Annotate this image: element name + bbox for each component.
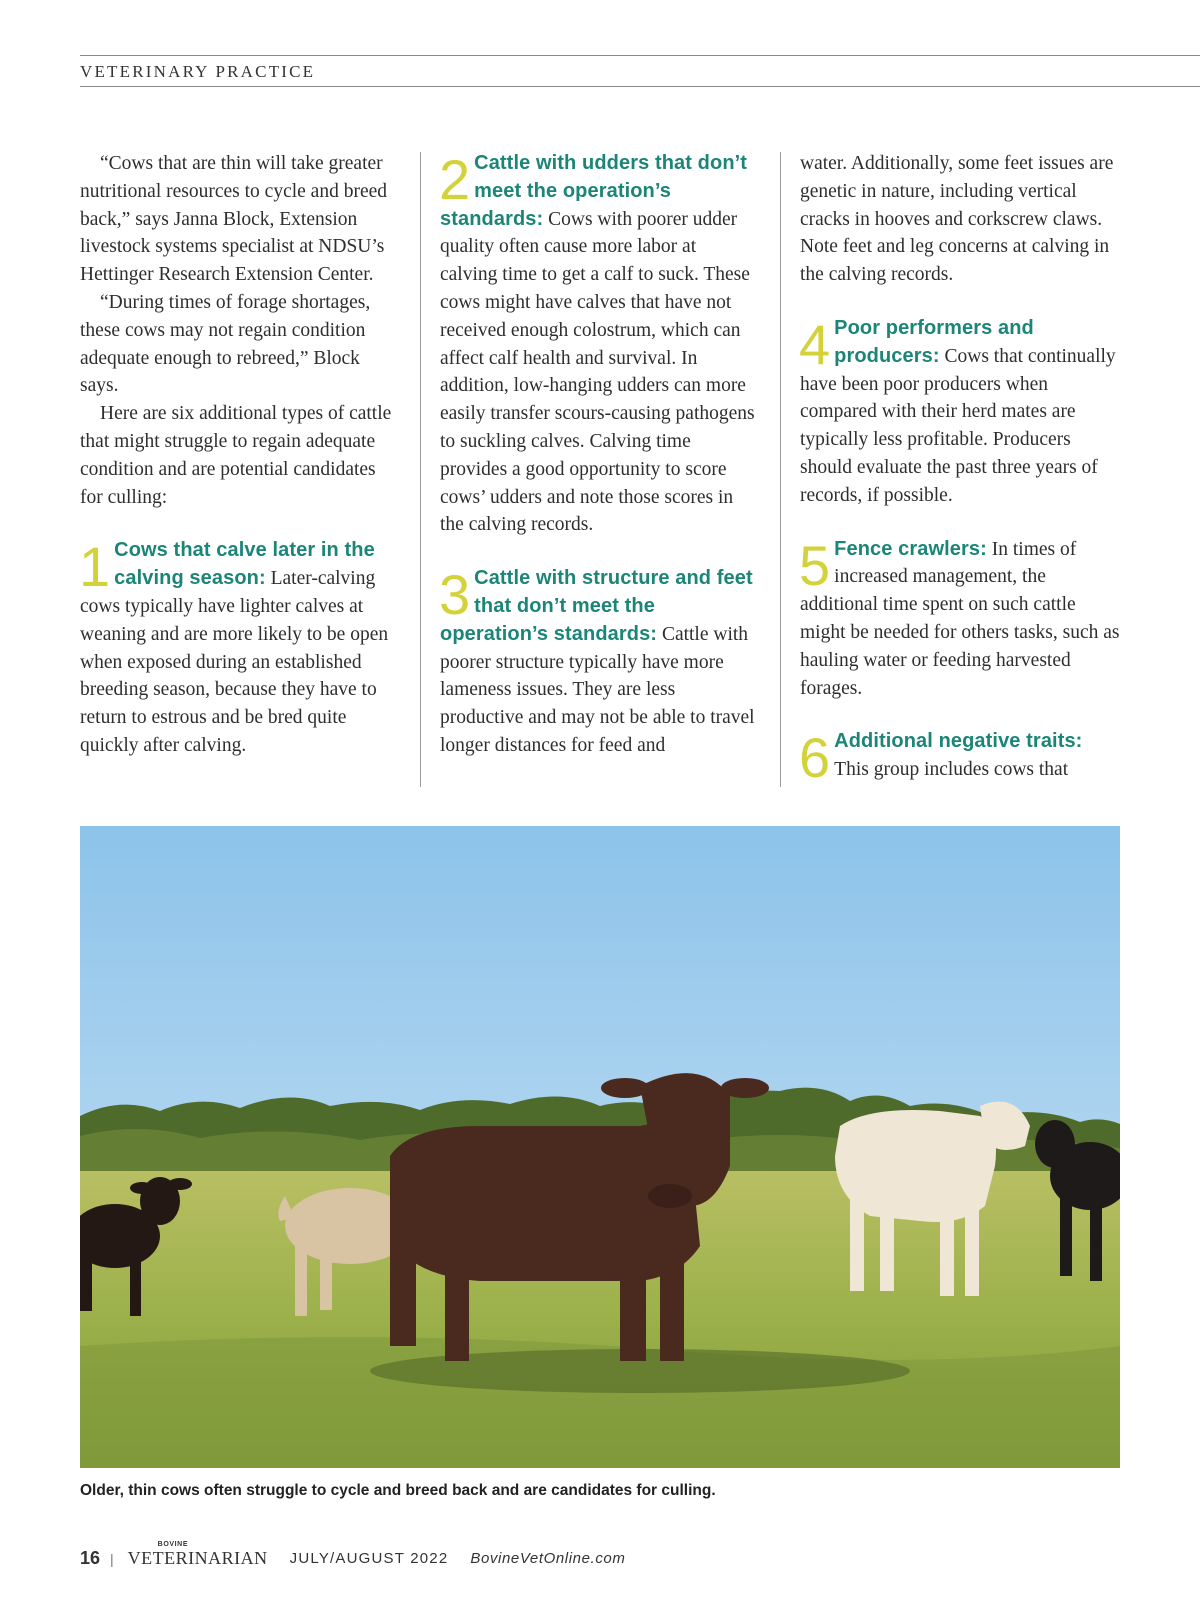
section-label: VETERINARY PRACTICE xyxy=(80,62,316,81)
list-item-5 xyxy=(799,533,1120,703)
item-body: Cows that continually have been poor producers when compared with their herd mates are typically less profitable. Producers should evaluate the past three years of records, if possible. xyxy=(800,345,1116,506)
logo-main-text: VETERINARIAN xyxy=(127,1548,268,1568)
list-item-6 xyxy=(799,726,1120,790)
paragraph: “Cows that are thin will take greater nutritional resources to cycle and breed back,” says Janna Block, Extension livestock systems specialist at NDSU’s Hettinger Research Extension Center. xyxy=(80,153,388,286)
item-number: 2 xyxy=(439,148,471,211)
item-body: Later-calving cows typically have lighter calves at weaning and are more likely to be open when exposed during an established breeding season, because they have to return to estrous and be bred quite quickly after calving. xyxy=(80,568,389,756)
item-number: 1 xyxy=(79,535,111,599)
website-link[interactable]: BovineVetOnline.com xyxy=(470,1550,626,1567)
item-number: 3 xyxy=(439,563,471,627)
header-rule-bottom xyxy=(80,86,1200,87)
list-item-2 xyxy=(440,150,758,539)
article-column-3 xyxy=(799,150,1120,790)
item-number: 5 xyxy=(799,533,831,597)
item-body: In times of increased management, the additional time spent on such cattle might be needed for others tasks, such as hauling water or feeding harvested forages. xyxy=(800,538,1120,699)
article-column-1 xyxy=(80,150,400,760)
header-rule-top xyxy=(80,55,1200,56)
article-column-2 xyxy=(440,150,758,760)
item-heading: Cows that calve later in the calving season: xyxy=(114,539,375,590)
item-number: 6 xyxy=(799,726,831,790)
item-heading: Cattle with udders that don’t meet the operation’s standards: xyxy=(440,152,748,230)
item-number: 4 xyxy=(799,312,831,376)
column-divider xyxy=(780,152,781,787)
page-number: 16 xyxy=(80,1548,101,1568)
cattle-photo xyxy=(80,826,1120,1468)
paragraph: “During times of forage shortages, these cows may not regain condition adequate enough to rebreed,” Block says. xyxy=(80,291,371,397)
issue-date: JULY/AUGUST 2022 xyxy=(289,1550,449,1567)
column-divider xyxy=(420,152,421,787)
list-item-1 xyxy=(80,537,400,759)
item-heading: Additional negative traits: xyxy=(834,730,1083,753)
item-heading: Poor performers and producers: xyxy=(834,316,1034,367)
item-body: Cows with poorer udder quality often cause more labor at calving time to get a calf to suck. These cows might have calves that have not received enough colostrum, which can affect calf health and survival. In addition, low-hanging udders can more easily transfer scours-causing pathogens to suckling calves. Calving time provides a good opportunity to score cows’ udders and note those scores in the calving records. xyxy=(440,208,755,536)
item-body: This group includes cows that xyxy=(834,759,1069,781)
item-heading: Fence crawlers: xyxy=(834,537,987,560)
list-item-3 xyxy=(440,565,758,760)
magazine-logo xyxy=(127,1541,268,1569)
photo-caption: Older, thin cows often struggle to cycle and breed back and are candidates for culling. xyxy=(80,1482,716,1499)
item-body: Cattle with poorer structure typically have more lameness issues. They are less productive and may not be able to travel longer distances for feed and xyxy=(440,623,755,756)
item-heading: Cattle with structure and feet that don’t meet the operation’s standards: xyxy=(440,567,753,645)
logo-small-text: BOVINE xyxy=(157,1541,189,1548)
paragraph: Here are six additional types of cattle that might struggle to regain adequate condition and are potential candidates for culling: xyxy=(80,403,392,508)
paragraph: water. Additionally, some feet issues are genetic in nature, including vertical cracks in hooves and corkscrew claws. Note feet and leg concerns at calving in the calving records. xyxy=(800,153,1114,286)
list-item-4 xyxy=(799,312,1120,510)
page-footer xyxy=(80,1541,626,1569)
footer-separator: | xyxy=(110,1550,114,1567)
